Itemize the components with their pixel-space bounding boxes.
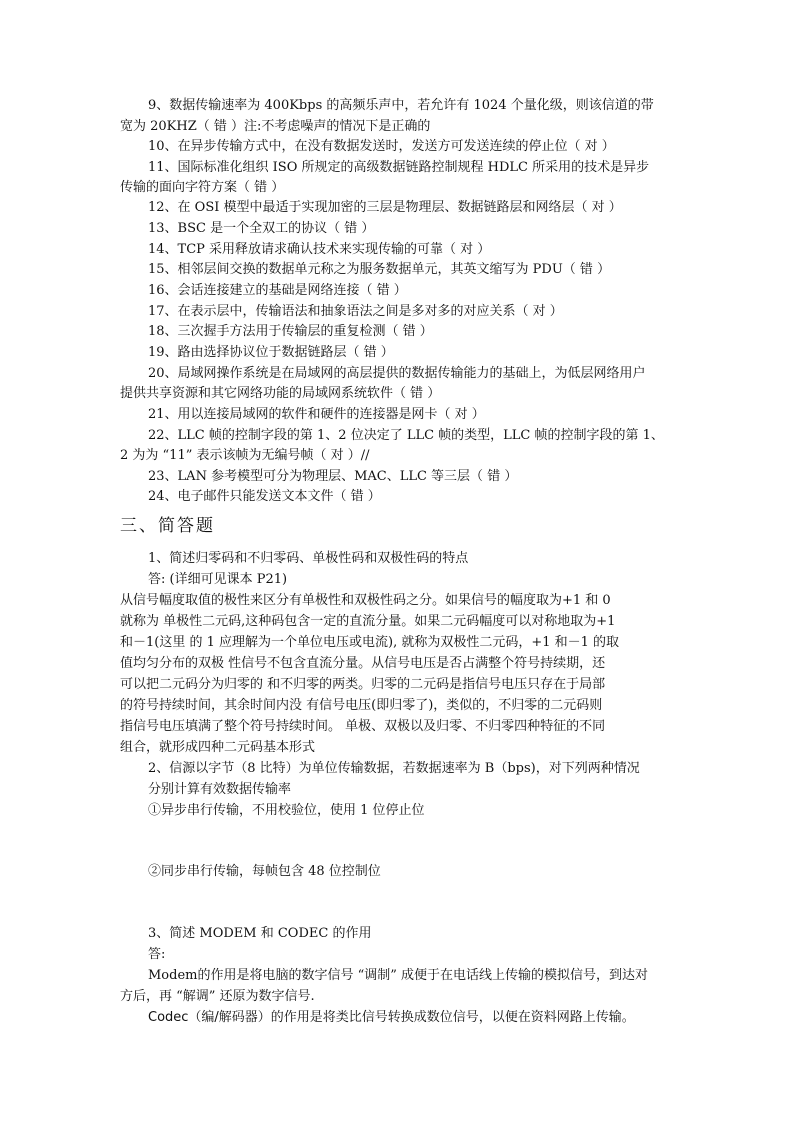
q3-codec-line: Codec（编/解码器）的作用是将类比信号转换成数位信号，以便在资料网路上传输。 — [148, 1010, 635, 1025]
section-heading: 三、简答题 — [120, 516, 215, 536]
judgement-line: 17、在表示层中，传输语法和抽象语法之间是多对多的对应关系（ 对 ） — [148, 304, 563, 319]
judgement-line: 22、LLC 帧的控制字段的第 1、2 位决定了 LLC 帧的类型，LLC 帧的控制字段的第 1、 — [148, 428, 664, 443]
judgement-line: 12、在 OSI 模型中最适于实现加密的三层是物理层、数据链路层和网络层（ 对 ） — [148, 200, 622, 215]
q3-answer-label: 答: — [148, 947, 166, 962]
judgement-line: 宽为 20KHZ（ 错 ）注:不考虑噪声的情况下是正确的 — [120, 119, 431, 134]
judgement-line: 23、LAN 参考模型可分为物理层、MAC、LLC 等三层（ 错 ） — [148, 469, 518, 484]
q1-answer-line: 从信号幅度取值的极性来区分有单极性和双极性码之分。如果信号的幅度取为+1 和 0 — [120, 593, 611, 608]
judgement-line: 10、在异步传输方式中，在没有数据发送时，发送方可发送连续的停止位（ 对 ） — [148, 139, 615, 154]
judgement-line: 提供共享资源和其它网络功能的局域网系统软件（ 错 ） — [120, 386, 441, 401]
q1-answer-line: 可以把二元码分为归零的 和不归零的两类。归零的二元码是指信号电压只存在于局部 — [120, 677, 606, 692]
judgement-line: 11、国际标准化组织 ISO 所规定的高级数据链路控制规程 HDLC 所采用的技术是异步 — [148, 160, 650, 175]
q2-question-line: 分别计算有效数据传输率 — [148, 782, 292, 797]
q1-answer-line: 的符号持续时间，其余时间内没 有信号电压(即归零了)，类似的，不归零的二元码则 — [120, 698, 603, 713]
judgement-line: 15、相邻层间交换的数据单元称之为服务数据单元，其英文缩写为 PDU（ 错 ） — [148, 262, 611, 277]
judgement-line: 24、电子邮件只能发送文本文件（ 错 ） — [148, 489, 381, 504]
q3-question: 3、简述 MODEM 和 CODEC 的作用 — [148, 926, 372, 941]
judgement-line: 19、路由选择协议位于数据链路层（ 错 ） — [148, 345, 394, 360]
judgement-line: 18、三次握手方法用于传输层的重复检测（ 错 ） — [148, 324, 433, 339]
judgement-line: 13、BSC 是一个全双工的协议（ 错 ） — [148, 221, 375, 236]
judgement-line: 14、TCP 采用释放请求确认技术来实现传输的可靠（ 对 ） — [148, 242, 491, 257]
judgement-line: 20、局域网操作系统是在局域网的高层提供的数据传输能力的基础上，为低层网络用户 — [148, 366, 646, 381]
judgement-line: 传输的面向字符方案（ 错 ） — [120, 180, 285, 195]
judgement-line: 16、会话连接建立的基础是网络连接（ 错 ） — [148, 283, 407, 298]
judgement-line: 2 为为 “11” 表示该帧为无编号帧（ 对 ）// — [120, 448, 370, 463]
q3-modem-line: Modem的作用是将电脑的数字信号 “调制” 成便于在电话线上传输的模拟信号，到达对 — [148, 968, 649, 983]
q2-question-line: 2、信源以字节（8 比特）为单位传输数据，若数据速率为 B（bps)，对下列两种情况 — [148, 761, 640, 776]
q1-answer-line: 就称为 单极性二元码,这种码包含一定的直流分量。如果二元码幅度可以对称地取为+1 — [120, 614, 616, 629]
q1-answer-line: 和－1(这里 的 1 应理解为一个单位电压或电流), 就称为双极性二元码，+1 和－1 的取 — [120, 635, 620, 650]
q1-answer-line: 组合，就形成四种二元码基本形式 — [120, 740, 316, 755]
q1-answer-line: 值均匀分布的双极 性信号不包含直流分量。从信号电压是否占满整个符号持续期，还 — [120, 656, 606, 671]
q1-answer-label: 答: (详细可见课本 P21) — [148, 572, 288, 587]
judgement-line: 9、数据传输速率为 400Kbps 的高频乐声中，若允许有 1024 个量化级，则该信道的带 — [148, 98, 654, 113]
q1-answer-line: 指信号电压填满了整个符号持续时间。 单极、双极以及归零、不归零四种特征的不同 — [120, 719, 606, 734]
q3-modem-line: 方后，再 “解调” 还原为数字信号. — [120, 989, 315, 1004]
judgement-line: 21、用以连接局域网的软件和硬件的连接器是网卡（ 对 ） — [148, 407, 485, 422]
q2-item-2: ②同步串行传输，每帧包含 48 位控制位 — [148, 864, 381, 879]
q2-item-1: ①异步串行传输，不用校验位，使用 1 位停止位 — [148, 803, 425, 818]
q1-question: 1、简述归零码和不归零码、单极性码和双极性码的特点 — [148, 551, 469, 566]
